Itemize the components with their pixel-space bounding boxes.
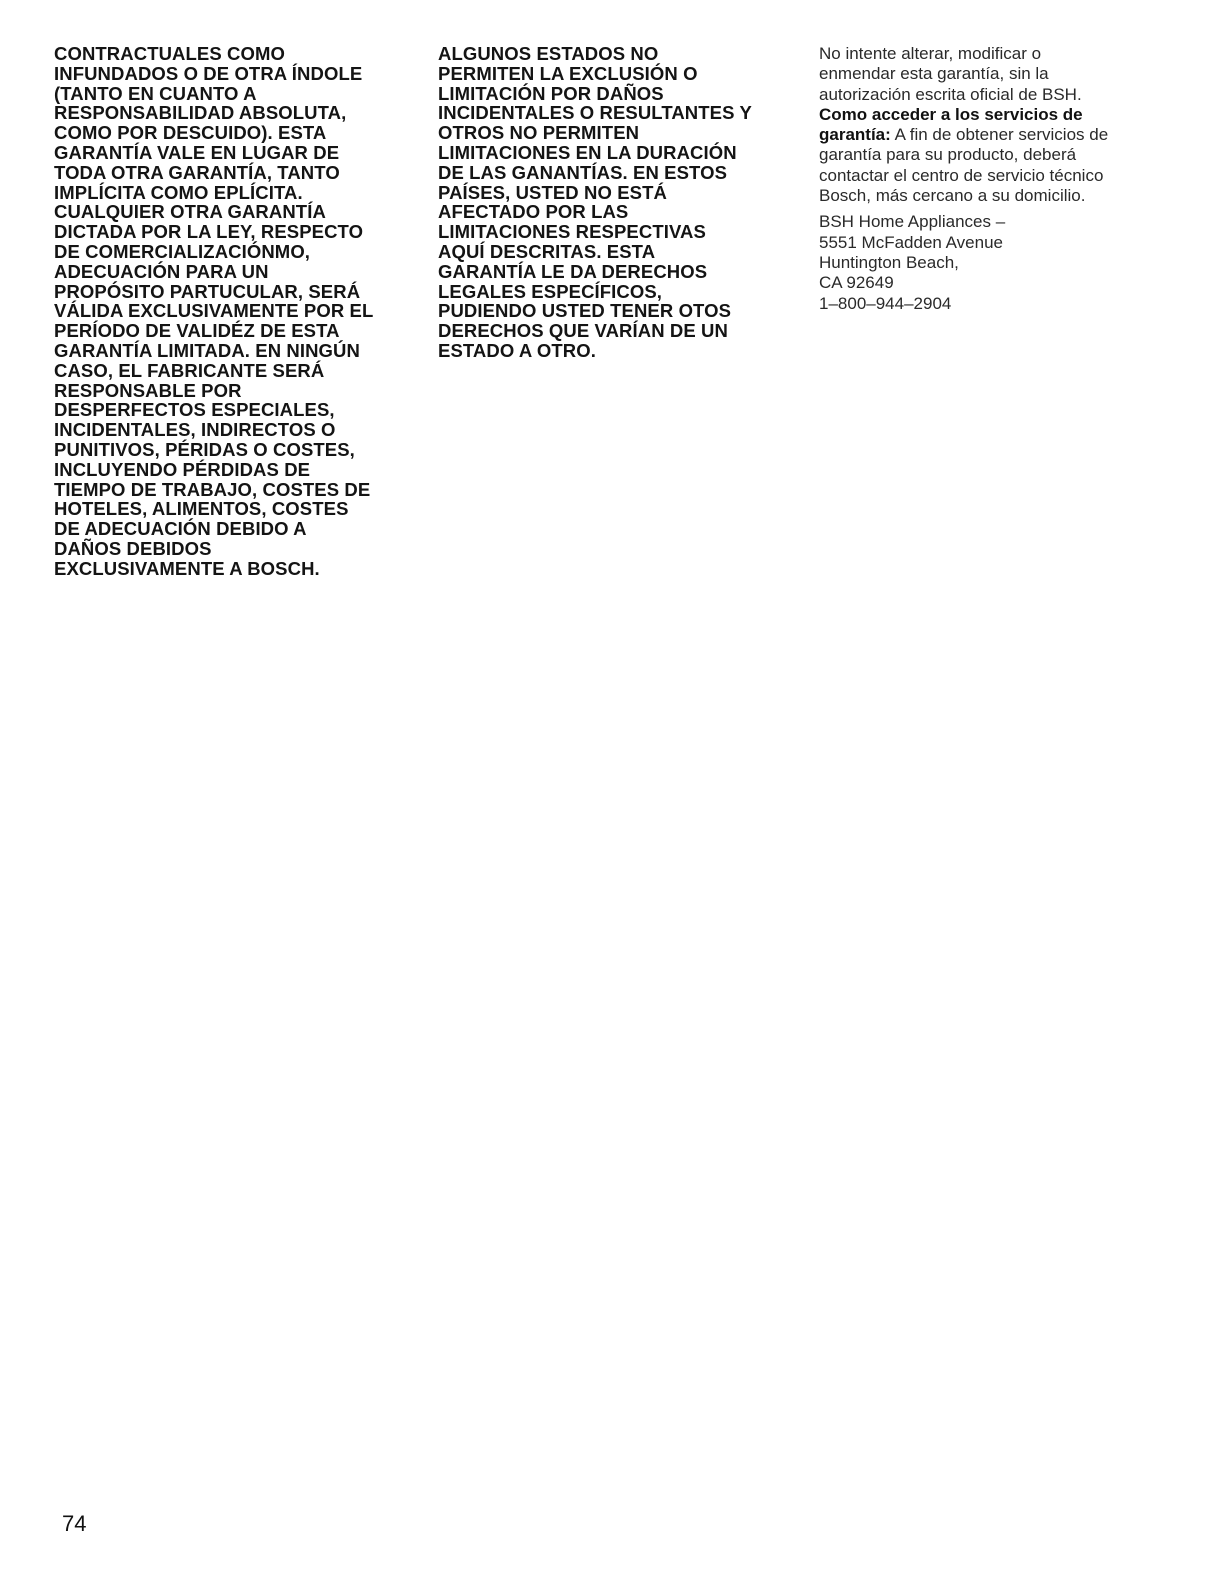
- text-line: ADECUACIÓN PARA UN: [54, 260, 269, 282]
- text-line: PUNITIVOS, PÉRIDAS O COSTES,: [54, 438, 355, 460]
- text-line: ESTADO A OTRO.: [438, 339, 596, 361]
- page-number: 74: [62, 1511, 87, 1536]
- text-line: PERMITEN LA EXCLUSIÓN O: [438, 62, 698, 84]
- service-section: [819, 105, 1191, 206]
- text-line: GARANTÍA LIMITADA. EN NINGÚN: [54, 339, 360, 361]
- text-line: DE LAS GANANTÍAS. EN ESTOS: [438, 161, 728, 183]
- text-line: TIEMPO DE TRABAJO, COSTES DE: [54, 478, 371, 500]
- text-line: RESPONSABLE POR: [54, 379, 242, 401]
- text-line: EXCLUSIVAMENTE A BOSCH.: [54, 557, 320, 579]
- text-line: autorización escrita oficial de BSH.: [819, 84, 1082, 104]
- text-line: contactar el centro de servicio técnico: [819, 165, 1104, 185]
- text-line: AFECTADO POR LAS: [438, 201, 629, 223]
- text-line: ALGUNOS ESTADOS NO: [438, 43, 659, 64]
- text-line: COMO POR DESCUIDO). ESTA: [54, 122, 327, 144]
- text-line: IMPLÍCITA COMO EPLÍCITA.: [54, 181, 303, 203]
- text-line: enmendar esta garantía, sin la: [819, 64, 1049, 84]
- text-line: HOTELES, ALIMENTOS, COSTES: [54, 498, 349, 520]
- text-line: [819, 125, 1191, 145]
- text-line: INCIDENTALES O RESULTANTES Y: [438, 102, 752, 124]
- text-line: DE ADECUACIÓN DEBIDO A: [54, 518, 307, 540]
- text-line: INCLUYENDO PÉRDIDAS DE: [54, 458, 311, 480]
- warranty-column-2: [438, 44, 798, 361]
- address-line: BSH Home Appliances –: [819, 212, 1006, 232]
- phone-number: 1–800–944–2904: [819, 293, 952, 313]
- text-line: PERÍODO DE VALIDÉZ DE ESTA: [54, 320, 340, 342]
- text-line: DE COMERCIALIZACIÓNMO,: [54, 240, 311, 262]
- text-line: INFUNDADOS O DE OTRA ÍNDOLE: [54, 62, 363, 84]
- text-line: OTROS NO PERMITEN: [438, 122, 640, 144]
- text-line: DESPERFECTOS ESPECIALES,: [54, 399, 335, 421]
- text-line: garantía para su producto, deberá: [819, 145, 1077, 165]
- warranty-column-1: [54, 44, 414, 579]
- address-line: Huntington Beach,: [819, 252, 959, 272]
- text-line: INCIDENTALES, INDIRECTOS O: [54, 419, 336, 441]
- text-line: DERECHOS QUE VARÍAN DE UN: [438, 320, 728, 342]
- text-line: LIMITACIONES EN LA DURACIÓN: [438, 141, 737, 163]
- text-line: RESPONSABILIDAD ABSOLUTA,: [54, 102, 347, 124]
- text-line: PUDIENDO USTED TENER OTOS: [438, 300, 732, 322]
- text-line: PROPÓSITO PARTUCULAR, SERÁ: [54, 280, 361, 302]
- text-line: LEGALES ESPECÍFICOS,: [438, 280, 663, 302]
- text-line: Bosch, más cercano a su domicilio.: [819, 186, 1086, 206]
- service-text: A fin de obtener servicios de: [894, 125, 1109, 145]
- service-address: [819, 212, 1191, 313]
- text-line: VÁLIDA EXCLUSIVAMENTE POR EL: [54, 300, 374, 322]
- text-line: LIMITACIÓN POR DAÑOS: [438, 82, 664, 104]
- text-line: LIMITACIONES RESPECTIVAS: [438, 221, 706, 243]
- text-line: TODA OTRA GARANTÍA, TANTO: [54, 161, 340, 183]
- warranty-column-3: [819, 44, 1191, 314]
- text-line: GARANTÍA LE DA DERECHOS: [438, 260, 708, 282]
- text-line: CASO, EL FABRICANTE SERÁ: [54, 359, 325, 381]
- text-line: PAÍSES, USTED NO ESTÁ: [438, 181, 667, 203]
- text-line: GARANTÍA VALE EN LUGAR DE: [54, 141, 340, 163]
- modification-notice: [819, 44, 1191, 105]
- address-line: CA 92649: [819, 273, 894, 293]
- text-line: No intente alterar, modificar o: [819, 44, 1042, 63]
- service-heading-end: garantía:: [819, 125, 891, 145]
- text-line: DICTADA POR LA LEY, RESPECTO: [54, 221, 364, 243]
- address-line: 5551 McFadden Avenue: [819, 232, 1003, 252]
- service-heading: Como acceder a los servicios de: [819, 104, 1083, 124]
- text-line: CUALQUIER OTRA GARANTÍA: [54, 201, 326, 223]
- text-line: AQUÍ DESCRITAS. ESTA: [438, 240, 656, 262]
- text-line: (TANTO EN CUANTO A: [54, 82, 257, 104]
- text-line: DAÑOS DEBIDOS: [54, 537, 212, 559]
- text-line: CONTRACTUALES COMO: [54, 43, 285, 64]
